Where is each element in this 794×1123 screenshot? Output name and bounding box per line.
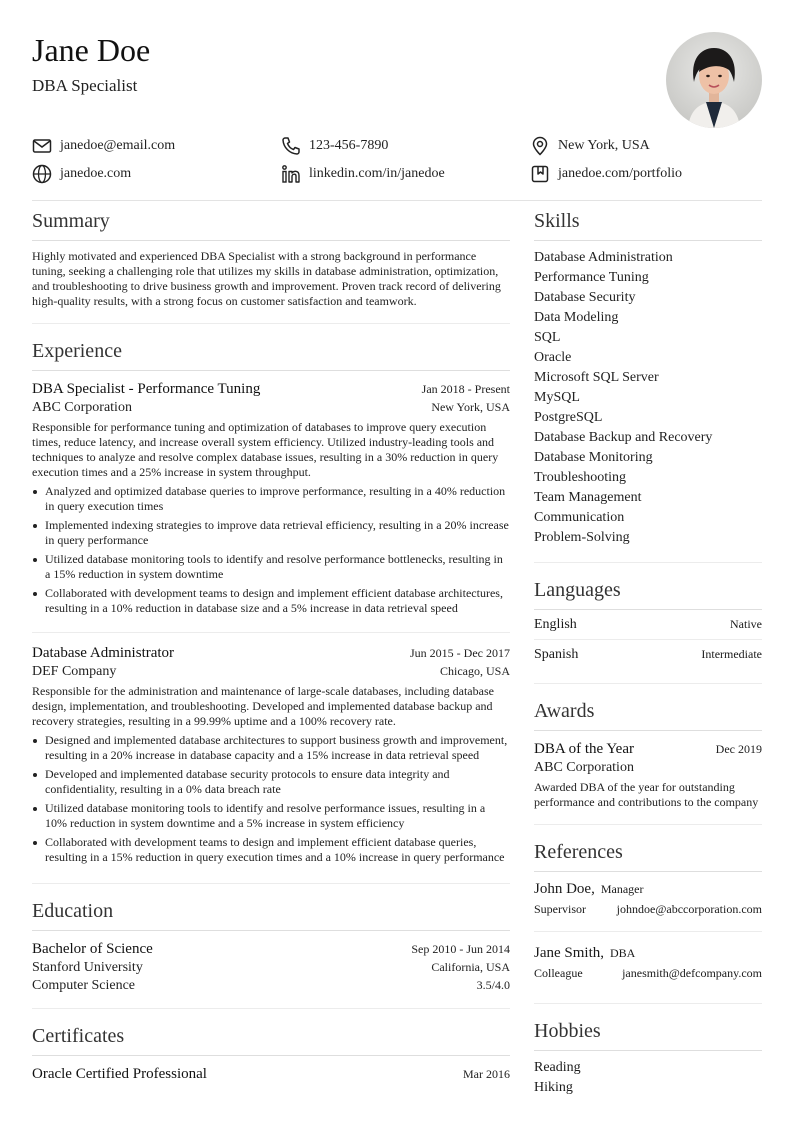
bookmark-icon xyxy=(530,164,550,184)
summary-section xyxy=(32,208,510,324)
language-name: English xyxy=(534,617,577,632)
skill-item: PostgreSQL xyxy=(534,410,603,425)
job-achievements xyxy=(32,484,510,616)
references-heading: References xyxy=(534,839,762,872)
skill-item: Database Backup and Recovery xyxy=(534,430,713,445)
certificate-name: Oracle Certified Professional xyxy=(32,1066,207,1082)
experience-entry xyxy=(32,381,510,616)
phone-icon xyxy=(281,136,301,156)
skill-item: Database Security xyxy=(534,290,636,305)
contact-location xyxy=(530,136,762,156)
certificates-heading: Certificates xyxy=(32,1023,510,1056)
job-description: Responsible for the administration and maintenance of large-scale databases, including database design, implementation, and troubleshooting. Developed and implemented database backup and recovery strategies, resulting in a 99.99% uptime and a 100% recovery rate. xyxy=(32,684,494,728)
hobbies-section xyxy=(534,1018,762,1112)
education-dates: Sep 2010 - Jun 2014 xyxy=(411,942,510,956)
skill-item: SQL xyxy=(534,330,561,345)
gpa: 3.5/4.0 xyxy=(476,978,510,992)
header-divider xyxy=(32,200,762,201)
hobbies-list xyxy=(534,1058,762,1098)
summary-heading: Summary xyxy=(32,208,510,241)
job-role: Database Administrator xyxy=(32,645,175,661)
contact-phone[interactable] xyxy=(281,136,530,156)
achievement-item: Analyzed and optimized database queries to improve performance, resulting in a 40% reduction in query execution times xyxy=(32,484,510,514)
job-achievements xyxy=(32,733,510,865)
location-icon xyxy=(530,136,550,156)
skill-item: Troubleshooting xyxy=(534,470,627,485)
skill-item: Performance Tuning xyxy=(534,270,649,285)
award-date: Dec 2019 xyxy=(715,742,762,756)
contact-email-text: janedoe@email.com xyxy=(60,138,176,153)
reference-relation: Supervisor xyxy=(534,902,586,916)
skill-item: Database Monitoring xyxy=(534,450,653,465)
job-location: Chicago, USA xyxy=(440,664,510,678)
reference-email[interactable]: janesmith@defcompany.com xyxy=(622,966,762,980)
contact-phone-text: 123-456-7890 xyxy=(309,138,389,153)
field-of-study: Computer Science xyxy=(32,978,136,993)
award-org: ABC Corporation xyxy=(534,760,634,775)
reference-email[interactable]: johndoe@abccorporation.com xyxy=(616,902,762,916)
side-column xyxy=(534,208,762,1123)
job-company: DEF Company xyxy=(32,664,117,679)
main-column xyxy=(32,208,510,1111)
certificate-date: Mar 2016 xyxy=(463,1067,510,1081)
job-company: ABC Corporation xyxy=(32,400,132,415)
skill-item: Team Management xyxy=(534,490,642,505)
contact-list xyxy=(32,136,762,184)
job-description: Responsible for performance tuning and optimization of databases to improve query execution times, reduce latency, and increase overall system efficiency. Utilized industry-leading tools and techniques to analyze and resolve complex database issues, resulting in a 30% reduction in query execution times and a 25% increase in system throughput. xyxy=(32,420,499,479)
awards-heading: Awards xyxy=(534,698,762,731)
linkedin-icon xyxy=(281,164,301,184)
references-section xyxy=(534,839,762,1004)
contact-portfolio-text: janedoe.com/portfolio xyxy=(558,166,683,181)
certificate-entry xyxy=(32,1066,510,1083)
skill-item: Oracle xyxy=(534,350,572,365)
contact-website-text: janedoe.com xyxy=(60,166,132,181)
skill-item: Microsoft SQL Server xyxy=(534,370,659,385)
skills-section xyxy=(534,208,762,563)
job-dates: Jan 2018 - Present xyxy=(421,382,510,396)
award-entry xyxy=(534,741,762,810)
skill-item: Problem-Solving xyxy=(534,530,630,545)
achievement-item: Collaborated with development teams to design and implement efficient database architectures, resulting in a 10% reduction in database size and a 5% increase in data retrieval speed xyxy=(32,586,510,616)
hobby-item: Reading xyxy=(534,1060,581,1075)
language-level: Native xyxy=(730,617,762,631)
reference-name: Jane Smith, xyxy=(534,945,604,961)
achievement-item: Designed and implemented database architectures to support business growth and improvement, resulting in a 20% increase in database capacity and a 15% increase in data retrieval speed xyxy=(32,733,510,763)
contact-website[interactable] xyxy=(32,164,281,184)
contact-linkedin[interactable] xyxy=(281,164,530,184)
education-section xyxy=(32,898,510,1009)
certificates-section xyxy=(32,1023,510,1097)
experience-section xyxy=(32,338,510,884)
skills-list xyxy=(534,248,762,548)
experience-entry xyxy=(32,632,510,865)
mail-icon xyxy=(32,136,52,156)
skill-item: Communication xyxy=(534,510,625,525)
skill-item: MySQL xyxy=(534,390,580,405)
skill-item: Data Modeling xyxy=(534,310,619,325)
skills-heading: Skills xyxy=(534,208,762,241)
profile-photo xyxy=(666,32,762,128)
education-entry xyxy=(32,941,510,994)
language-item xyxy=(534,610,762,640)
hobby-item: Hiking xyxy=(534,1080,573,1095)
globe-icon xyxy=(32,164,52,184)
job-location: New York, USA xyxy=(431,400,510,414)
school-location: California, USA xyxy=(431,960,510,974)
language-level: Intermediate xyxy=(701,647,762,661)
language-item xyxy=(534,640,762,669)
achievement-item: Developed and implemented database security protocols to ensure data integrity and confidentiality, resulting in a 0% data breach rate xyxy=(32,767,510,797)
reference-entry xyxy=(534,872,762,925)
reference-name: John Doe, xyxy=(534,881,595,897)
resume-header xyxy=(32,30,150,96)
achievement-item: Implemented indexing strategies to improve data retrieval efficiency, resulting in a 20% increase in query performance xyxy=(32,518,510,548)
skill-item: Database Administration xyxy=(534,250,673,265)
candidate-title: DBA Specialist xyxy=(32,76,138,95)
contact-portfolio[interactable] xyxy=(530,164,762,184)
language-name: Spanish xyxy=(534,647,579,662)
achievement-item: Collaborated with development teams to design and implement efficient database queries, resulting in a 15% reduction in query execution times and a 10% increase in query performance xyxy=(32,835,510,865)
summary-text: Highly motivated and experienced DBA Specialist with a strong background in performance tuning, seeking a challenging role that utilizes my skills in database administration, optimization, and troubleshooting to drive business growth and improvement. Proven track record of delivering high-quality results, with a strong focus on customer satisfaction and teamwork. xyxy=(32,249,501,308)
languages-section xyxy=(534,577,762,684)
contact-location-text: New York, USA xyxy=(558,138,650,153)
award-title: DBA of the Year xyxy=(534,741,634,757)
reference-relation: Colleague xyxy=(534,966,583,980)
experience-heading: Experience xyxy=(32,338,510,371)
reference-position: DBA xyxy=(610,946,636,960)
school: Stanford University xyxy=(32,960,143,975)
hobbies-heading: Hobbies xyxy=(534,1018,762,1051)
candidate-name: Jane Doe xyxy=(32,32,151,68)
reference-entry xyxy=(534,931,762,989)
education-heading: Education xyxy=(32,898,510,931)
achievement-item: Utilized database monitoring tools to identify and resolve performance issues, resulting in a 10% reduction in system downtime and a 5% increase in system efficiency xyxy=(32,801,510,831)
job-role: DBA Specialist - Performance Tuning xyxy=(32,381,261,397)
degree: Bachelor of Science xyxy=(32,941,153,957)
contact-linkedin-text: linkedin.com/in/janedoe xyxy=(309,166,445,181)
achievement-item: Utilized database monitoring tools to identify and resolve performance bottlenecks, resulting in a 15% reduction in system downtime xyxy=(32,552,510,582)
languages-heading: Languages xyxy=(534,577,762,610)
awards-section xyxy=(534,698,762,825)
job-dates: Jun 2015 - Dec 2017 xyxy=(410,646,510,660)
reference-position: Manager xyxy=(600,882,644,896)
contact-email[interactable] xyxy=(32,136,281,156)
award-description: Awarded DBA of the year for outstanding performance and contributions to the company xyxy=(534,780,759,809)
